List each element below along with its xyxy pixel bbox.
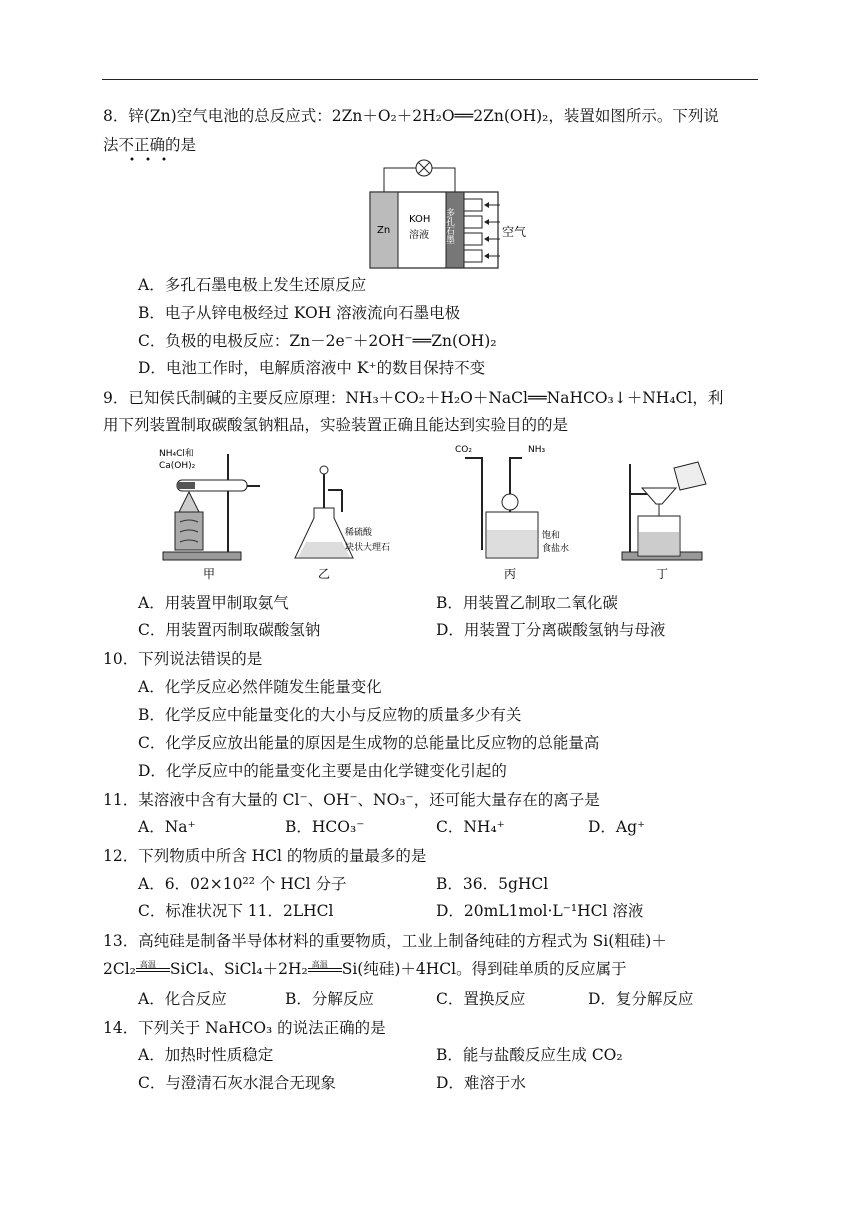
jia-reagent-label-1: NH₄Cl和 bbox=[159, 449, 194, 459]
q10-option-d: D．化学反应中的能量变化主要是由化学键变化引起的 bbox=[138, 762, 507, 780]
q13-option-d: D．复分解反应 bbox=[588, 990, 694, 1008]
question-11-stem: 11．某溶液中含有大量的 Cl⁻、OH⁻、NO₃⁻，还可能大量存在的离子是 bbox=[103, 791, 600, 809]
koh-label: KOH bbox=[409, 214, 431, 225]
high-temp-arrow-2 bbox=[308, 960, 342, 977]
q14-option-b: B．能与盐酸反应生成 CO₂ bbox=[436, 1046, 623, 1064]
yi-marble-label: 块状大理石 bbox=[345, 543, 391, 553]
q13-eq1-product: SiCl₄、SiCl₄＋2H₂ bbox=[169, 960, 308, 978]
q14-option-a: A．加热时性质稳定 bbox=[138, 1046, 274, 1064]
caption-yi: 乙 bbox=[318, 567, 331, 581]
q13-eq2-product: Si(纯硅)＋4HCl。得到硅单质的反应属于 bbox=[341, 960, 627, 978]
question-10-stem: 10．下列说法错误的是 bbox=[103, 650, 263, 668]
q14-option-c: C．与澄清石灰水混合无现象 bbox=[138, 1074, 336, 1092]
jia-reagent-label-2: Ca(OH)₂ bbox=[159, 461, 196, 471]
q8-emphasis-dots bbox=[118, 155, 178, 163]
header-rule bbox=[102, 79, 758, 80]
q13-option-b: B．分解反应 bbox=[285, 990, 374, 1008]
bing-brine-label-1: 饱和 bbox=[542, 531, 561, 541]
q8-option-a: A．多孔石墨电极上发生还原反应 bbox=[138, 276, 367, 294]
apparatus-yi bbox=[295, 466, 390, 558]
q13-eq1-reactant: 2Cl₂ bbox=[103, 960, 136, 978]
q11-option-a: A．Na⁺ bbox=[138, 818, 196, 836]
graphite-label: 多孔石墨 bbox=[444, 208, 454, 244]
q9-option-a: A．用装置甲制取氨气 bbox=[138, 594, 289, 612]
caption-ding: 丁 bbox=[656, 567, 669, 581]
q11-option-b: B．HCO₃⁻ bbox=[285, 818, 365, 836]
apparatus-bing bbox=[455, 445, 569, 558]
q12-option-d: D．20mL1mol·L⁻¹HCl 溶液 bbox=[436, 902, 644, 920]
apparatus-jia bbox=[159, 448, 260, 560]
question-9-stem-line-1: 9．已知侯氏制碱的主要反应原理：NH₃＋CO₂＋H₂O＋NaCl══NaHCO₃↓＋NH₄Cl，利 bbox=[103, 389, 724, 407]
q8-option-d: D．电池工作时，电解质溶液中 K⁺的数目保持不变 bbox=[138, 359, 486, 377]
question-9-stem-line-2: 用下列装置制取碳酸氢钠粗品，实验装置正确且能达到实验目的的是 bbox=[103, 416, 569, 434]
bing-brine-label-2: 食盐水 bbox=[542, 544, 570, 554]
solution-label: 溶液 bbox=[409, 230, 429, 241]
question-12-stem: 12．下列物质中所含 HCl 的物质的量最多的是 bbox=[103, 847, 427, 865]
yi-acid-label: 稀硫酸 bbox=[345, 528, 373, 538]
q9-option-c: C．用装置丙制取碳酸氢钠 bbox=[138, 621, 321, 639]
q13-option-a: A．化合反应 bbox=[138, 990, 227, 1008]
cond-label-2: 高温 bbox=[311, 960, 328, 969]
q9-option-d: D．用装置丁分离碳酸氢钠与母液 bbox=[436, 621, 666, 639]
bing-co2-label: CO₂ bbox=[455, 445, 472, 455]
question-8-stem-line-2: 法不正确的是 bbox=[103, 136, 197, 154]
question-8-stem-line-1: 8．锌(Zn)空气电池的总反应式：2Zn＋O₂＋2H₂O══2Zn(OH)₂，装置如图所示。下列说 bbox=[103, 107, 719, 125]
cond-label-1: 高温 bbox=[139, 960, 156, 969]
question-13-stem-line-1: 13．高纯硅是制备半导体材料的重要物质，工业上制备纯硅的方程式为 Si(粗硅)＋ bbox=[103, 932, 667, 950]
q11-option-c: C．NH₄⁺ bbox=[436, 818, 505, 836]
q13-option-c: C．置换反应 bbox=[436, 990, 526, 1008]
high-temp-arrow-1 bbox=[136, 960, 170, 977]
q9-option-b: B．用装置乙制取二氧化碳 bbox=[436, 594, 618, 612]
q12-option-a: A．6．02×10²² 个 HCl 分子 bbox=[138, 875, 347, 893]
q10-option-c: C．化学反应放出能量的原因是生成物的总能量比反应物的总能量高 bbox=[138, 734, 600, 752]
caption-bing: 丙 bbox=[504, 567, 517, 581]
caption-jia: 甲 bbox=[203, 567, 216, 581]
question-13-stem-line-2 bbox=[103, 955, 759, 983]
question-14-stem: 14．下列关于 NaHCO₃ 的说法正确的是 bbox=[103, 1019, 386, 1037]
q8-option-b: B．电子从锌电极经过 KOH 溶液流向石墨电极 bbox=[138, 304, 461, 322]
zn-label: Zn bbox=[377, 225, 391, 236]
q11-option-d: D．Ag⁺ bbox=[588, 818, 646, 836]
q8-option-c: C．负极的电极反应：Zn－2e⁻＋2OH⁻══Zn(OH)₂ bbox=[138, 332, 497, 350]
q12-option-c: C．标准状况下 11．2LHCl bbox=[138, 902, 334, 920]
q14-option-d: D．难溶于水 bbox=[436, 1074, 526, 1092]
apparatus-figures bbox=[150, 440, 720, 585]
bing-nh3-label: NH₃ bbox=[528, 445, 546, 455]
zinc-air-battery-diagram bbox=[368, 152, 538, 272]
q12-option-b: B．36．5gHCl bbox=[436, 875, 549, 893]
air-label: 空气 bbox=[502, 225, 527, 239]
apparatus-ding bbox=[622, 462, 706, 560]
q10-option-a: A．化学反应必然伴随发生能量变化 bbox=[138, 678, 382, 696]
q10-option-b: B．化学反应中能量变化的大小与反应物的质量多少有关 bbox=[138, 706, 522, 724]
